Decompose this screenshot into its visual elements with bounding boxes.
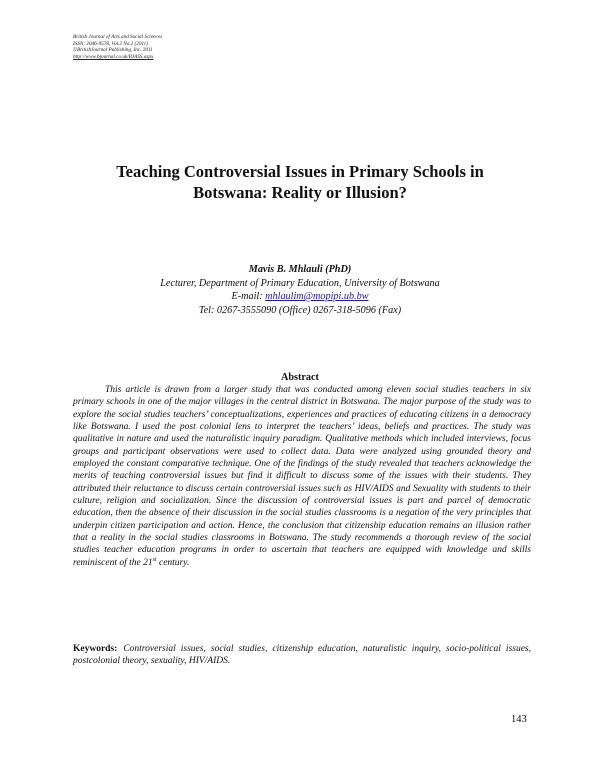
abstract-superscript: st: [152, 556, 157, 563]
keywords-paragraph: [73, 643, 531, 668]
abstract-heading: Abstract: [281, 372, 319, 383]
author-name: Mavis B. Mhlauli (PhD): [248, 264, 352, 275]
paper-title-line-1: Teaching Controversial Issues in Primary Schools in: [116, 162, 484, 181]
journal-issn: ISSN: 2046-9578, Vol.2 No.2 (2011): [73, 40, 148, 47]
author-email-link[interactable]: mhlaulim@mopipi.ub.bw: [265, 291, 369, 302]
paper-title-line-2: Botswana: Reality or Illusion?: [193, 183, 407, 202]
page-number: 143: [511, 714, 527, 725]
abstract-text: This article is drawn from a larger study that was conducted among eleven social studies teachers in six primary schools in one of the major villages in the central district in Botswana. The major purpose of the study was to explore the social studies teachers’ conceptualizations, experiences and practices of educating citizens in a democracy like Botswana. I used the post colonial lens to interpret the teachers’ ideas, beliefs and practices. The study was qualitative in nature and used the naturalistic inquiry paradigm. Qualitative methods which included interviews, focus groups and participant observations were used to collect data. Data were analyzed using grounded theory and employed the constant comparative technique. One of the findings of the study revealed that teachers acknowledge the merits of teaching controversial issues but find it difficult to discuss some of the issues with their students. They attributed their reluctance to discuss certain controversial issues such as HIV/AIDS and Sexuality with students to their culture, religion and socialization. Since the discussion of controversial issues is part and parcel of democratic education, then the absence of their discussion in the social studies classrooms is a negation of the very principles that underpin citizen participation and action. Hence, the conclusion that citizenship education remains an illusion rather that a reality in the social studies classrooms in Botswana. The study recommends a thorough review of the social studies teacher education programs in order to ascertain that teachers are equipped with knowledge and skills reminiscent of the 21: [73, 385, 531, 568]
abstract-text-end: century.: [156, 557, 190, 568]
author-email-line: [0, 290, 600, 304]
paper-title: [0, 161, 600, 203]
author-email-label: E-mail:: [231, 291, 263, 302]
journal-header: [73, 34, 162, 60]
journal-url-link[interactable]: http://www.bjournal.co.uk/BJASS.aspx: [73, 53, 154, 60]
author-tel: Tel: 0267-3555090 (Office) 0267-318-5096 (Fax): [198, 304, 402, 316]
journal-copyright: ©BritishJournal Publishing, Inc. 2011: [73, 47, 153, 54]
journal-name: British Journal of Arts and Social Sciences: [73, 34, 163, 40]
author-block: [0, 263, 600, 317]
keywords-label: Keywords:: [73, 644, 118, 654]
abstract-body: [73, 384, 531, 569]
keywords-text: Controversial issues, social studies, citizenship education, naturalistic inquiry, socio-political issues, postcolonial theory, sexuality, HIV/AIDS.: [73, 644, 531, 667]
author-affiliation: Lecturer, Department of Primary Education, University of Botswana: [160, 277, 440, 289]
